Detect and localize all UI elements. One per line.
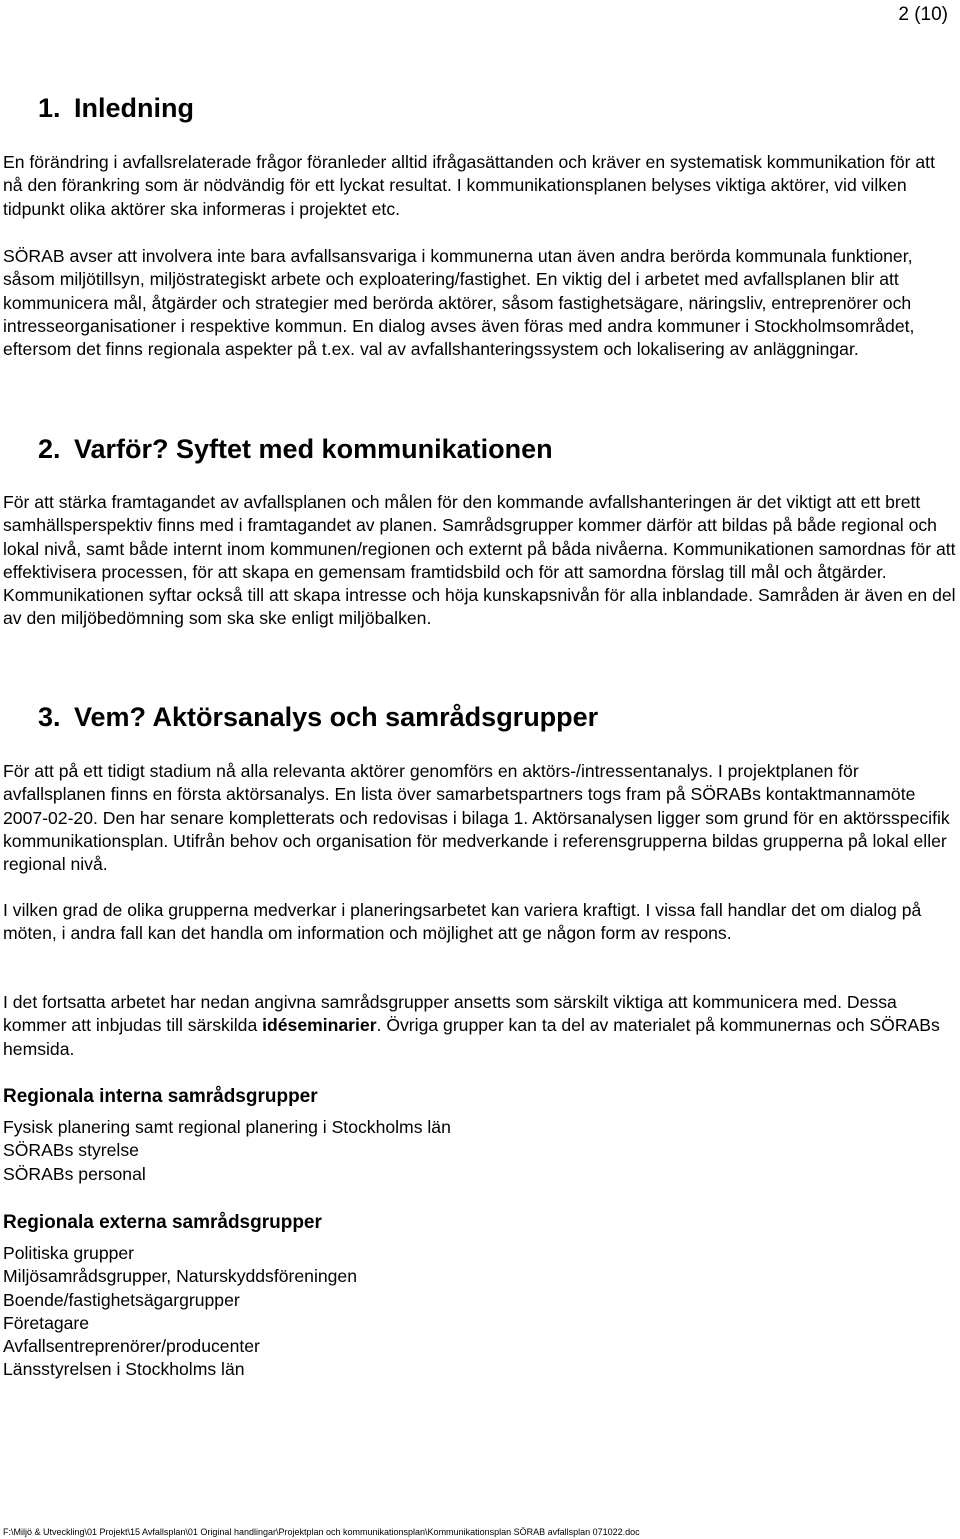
list-item: Politiska grupper [3, 1243, 135, 1263]
section-number: 3. [38, 702, 61, 732]
section-title: Varför? Syftet med kommunikationen [74, 434, 553, 464]
paragraph [3, 991, 959, 1061]
emphasis-text: idéseminarier [262, 1015, 377, 1036]
paragraph: För att stärka framtagandet av avfallsplanen och målen för den kommande avfallshanteringen är det viktigt att ett brett samhällsperspektiv finns med i framtagandet av planen. Samrådsgrupper kommer därför att bildas på både regional och lokal nivå, samt både internt inom kommunen/regionen och externt på båda nivåerna. Kommunikationen samordnas för att effektivisera processen, för att skapa en gemensam framtidsbild och för att samordna förslag till mål och åtgärder. Kommunikationen syftar också till att skapa intresse och höja kunskapsnivån för alla inblandade. Samråden är även en del av den miljöbedömning som ska ske enligt miljöbalken. [3, 492, 956, 629]
paragraph-text: . Övriga grupper kan ta del av materialet på kommunernas och SÖRABs hemsida. [3, 1015, 940, 1059]
section-number: 2. [38, 434, 61, 464]
external-groups-list [3, 1242, 357, 1382]
section-title: Inledning [74, 93, 194, 123]
list-item: Avfallsentreprenörer/producenter [3, 1336, 260, 1357]
list-item: Miljösamrådsgrupper, Naturskyddsföreningen [3, 1266, 358, 1287]
list-item: Fysisk planering samt regional planering i Stockholms län [3, 1117, 451, 1137]
page-number: 2 (10) [898, 4, 948, 25]
paragraph-text: I det fortsatta arbetet har nedan angivna samrådsgrupper ansetts som särskilt viktiga att kommunicera med. Dessa kommer att inbjudas till särskilda [3, 992, 897, 1036]
list-item: SÖRABs personal [3, 1163, 146, 1184]
paragraph: SÖRAB avser att involvera inte bara avfallsansvariga i kommunerna utan även andra berörda kommunala funktioner, såsom miljötillsyn, miljöstrategiskt arbete och exploatering/fastighet. En viktig del i arbetet med avfallsplanen blir att kommunicera mål, åtgärder och strategier med berörda aktörer, såsom fastighetsägare, näringsliv, entreprenörer och intresseorganisationer i respektive kommun. En dialog avses även föras med andra kommuner i Stockholmsområdet, eftersom det finns regionala aspekter på t.ex. val av avfallshanteringssystem och lokalisering av anläggningar. [3, 246, 915, 360]
list-item: Länsstyrelsen i Stockholms län [3, 1359, 245, 1380]
paragraph: I vilken grad de olika grupperna medverkar i planeringsarbetet kan variera kraftigt. I vissa fall handlar det om dialog på möten, i andra fall kan det handla om information och möjlighet att ge någon form av respons. [3, 900, 922, 944]
list-item: Företagare [3, 1312, 90, 1333]
section-1-heading [38, 93, 194, 124]
list-item: Boende/fastighetsägargrupper [3, 1289, 240, 1310]
section-title: Vem? Aktörsanalys och samrådsgrupper [74, 702, 599, 732]
section-2-heading [38, 434, 553, 465]
internal-groups-list [3, 1116, 451, 1186]
internal-groups-heading: Regionala interna samrådsgrupper [3, 1086, 318, 1107]
external-groups-heading: Regionala externa samrådsgrupper [3, 1212, 322, 1233]
list-item: SÖRABs styrelse [3, 1140, 139, 1161]
section-number: 1. [38, 93, 61, 123]
footer-file-path: F:\Miljö & Utveckling\01 Projekt\15 Avfallsplan\01 Original handlingar\Projektplan och kommunikationsplan\Kommunikationsplan SÖRAB avfallsplan 071022.doc [3, 1527, 640, 1537]
paragraph: För att på ett tidigt stadium nå alla relevanta aktörer genomförs en aktörs-/intressentanalys. I projektplanen för avfallsplanen finns en första aktörsanalys. En lista över samarbetspartners togs fram på SÖRABs kontaktmannamöte 2007-02-20. Den har senare kompletterats och redovisas i bilaga 1. Aktörsanalysen ligger som grund för en aktörsspecifik kommunikationsplan. Utifrån behov och organisation för medverkande i referensgrupperna bildas grupperna på lokal eller regional nivå. [3, 761, 950, 875]
section-3-heading [38, 702, 598, 733]
paragraph: En förändring i avfallsrelaterade frågor föranleder alltid ifrågasättanden och kräver en systematisk kommunikation för att nå den förankring som är nödvändig för ett lyckat resultat. I kommunikationsplanen belyses viktiga aktörer, vid vilken tidpunkt olika aktörer ska informeras i projektet etc. [3, 152, 935, 219]
